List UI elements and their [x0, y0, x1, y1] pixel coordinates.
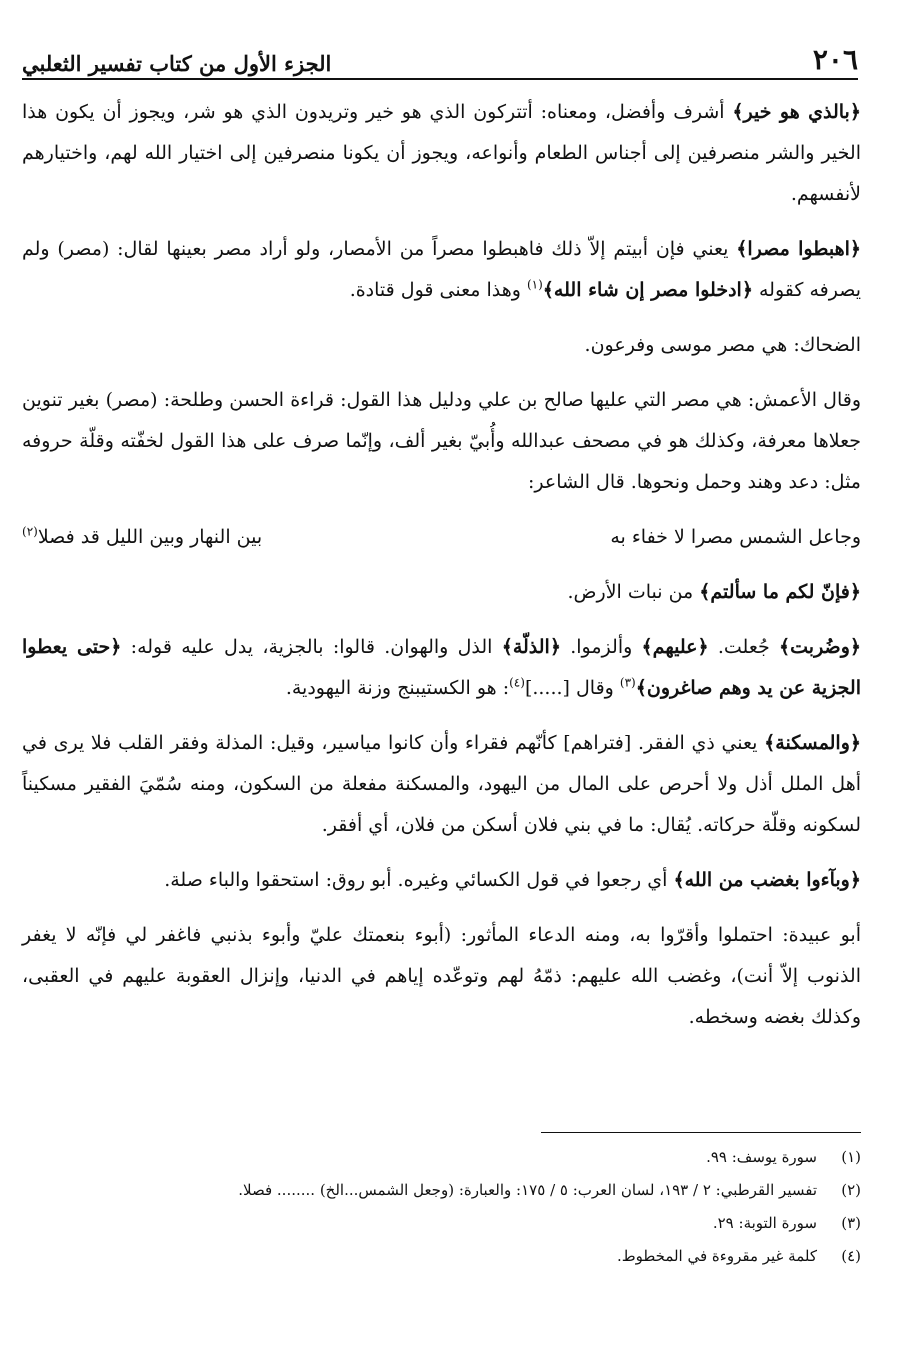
footnote-ref: (٣) [619, 675, 636, 690]
quran-quote: ﴿وبآءوا بغضب من الله﴾ [673, 869, 861, 891]
paragraph-6 [22, 627, 861, 709]
footnote-text: كلمة غير مقروءة في المخطوط. [616, 1247, 817, 1265]
paragraph-8 [22, 860, 861, 901]
footnote-text: سورة يوسف: ٩٩. [706, 1148, 817, 1166]
first-hemistich: وجاعل الشمس مصرا لا خفاء به [610, 526, 861, 548]
second-hemistich: بين النهار وبين الليل قد فصلا [37, 526, 263, 548]
paragraph-text: : هو الكستيبنج وزنة اليهودية. [285, 677, 510, 699]
quran-quote: ﴿الذلّة﴾ [501, 636, 561, 658]
quran-quote: ﴿حتى يعطوا الجزية عن يد وهم صاغرون﴾ [22, 636, 861, 699]
paragraph-4 [22, 380, 861, 503]
paragraph-3 [22, 325, 861, 366]
quran-quote: ﴿والمسكنة﴾ [764, 732, 861, 754]
paragraph-text: الضحاك: هي مصر موسى وفرعون. [584, 334, 861, 356]
footnote-text: تفسير القرطبي: ٢ / ١٩٣، لسان العرب: ٥ / ١٧٥: والعبارة: (وجعل الشمس...الخ) ........ فصلا. [238, 1181, 817, 1199]
quran-quote: ﴿ادخلوا مصر إن شاء الله﴾ [542, 279, 753, 301]
footnote-ref: (٤) [509, 675, 525, 690]
page-header [22, 30, 858, 80]
paragraph-9 [22, 915, 861, 1038]
paragraph-text: أي رجعوا في قول الكسائي وغيره. أبو روق: استحقوا والباء صلة. [164, 869, 674, 891]
paragraph-text: الذل والهوان. قالوا: بالجزية، يدل عليه قوله: [121, 636, 502, 658]
paragraph-text: وقال الأعمش: هي مصر التي عليها صالح بن علي ودليل هذا القول: قراءة الحسن وطلحة: (مصر) بغير تنوين جعلاها معرفة، وكذلك هو في مصحف عبدالله وأُبيّ بغير ألف، وإنّما صرف على هذا القول لخفّته وقلّة حروفه مثل: دعد وهند وحمل ونحوها. قال الشاعر: [22, 389, 861, 493]
quran-quote: ﴿عليهم﴾ [641, 636, 709, 658]
footnote-number: (٤) [841, 1247, 861, 1265]
footnote-item [22, 1176, 861, 1205]
footnote-number: (١) [841, 1148, 861, 1166]
running-title: الجزء الأول من كتاب تفسير الثعلبي [22, 51, 332, 76]
second-hemistich-wrap [22, 517, 262, 558]
quran-quote: ﴿بالذي هو خير﴾ [732, 101, 861, 123]
footnote-divider [541, 1132, 861, 1133]
poetry-verse [22, 517, 861, 558]
paragraph-text: أبو عبيدة: احتملوا وأقرّوا به، ومنه الدعاء المأثور: (أبوء بنعمتك عليّ وأبوء بذنبي فاغفر لي فإنّه لا يغفر الذنوب إلاّ أنت)، وغضب الله عليهم: ذمّهُ لهم وتوعّده إياهم في الدنيا، وإنزال العقوبة عليهم في العقبى، وكذلك بغضه وسخطه. [22, 924, 861, 1028]
page-number: ٢٠٦ [812, 43, 858, 76]
paragraph-2 [22, 229, 861, 311]
paragraph-text: يعني فإن أبيتم إلاّ ذلك فاهبطوا مصراً من الأمصار، ولو أراد مصر بعينها لقال: (مصر) ولم يصرفه كقوله [22, 238, 861, 301]
paragraph-text: جُعلت. [708, 636, 779, 658]
main-text [22, 92, 861, 1052]
quran-quote: ﴿فإنّ لكم ما سألتم﴾ [699, 581, 861, 603]
paragraph-text: وقال [.....] [524, 677, 620, 699]
paragraph-text: وهذا معنى قول قتادة. [349, 279, 527, 301]
footnote-item [22, 1209, 861, 1238]
footnote-ref: (٢) [22, 524, 38, 539]
paragraph-1 [22, 92, 861, 215]
quran-quote: ﴿اهبطوا مصرا﴾ [736, 238, 862, 260]
paragraph-7 [22, 723, 861, 846]
footnote-item [22, 1242, 861, 1271]
footnote-number: (٢) [841, 1181, 861, 1199]
footnote-item [22, 1143, 861, 1172]
paragraph-text: يعني ذي الفقر. [فتراهم] كأنّهم فقراء وأن كانوا مياسير، وقيل: المذلة وفقر القلب فلا يرى في أهل الملل أذل ولا أحرص على المال من اليهود، والمسكنة مفعلة من السكون، ومنه سُمّيَ الفقير مسكيناً لسكونه وقلّة حركاته. يُقال: ما في بني فلان أسكن من فلان، أي أفقر. [22, 732, 861, 836]
paragraph-text: من نبات الأرض. [567, 581, 700, 603]
footnote-number: (٣) [841, 1214, 861, 1232]
footnotes [22, 1143, 861, 1275]
quran-quote: ﴿وضُربت﴾ [779, 636, 862, 658]
paragraph-5 [22, 572, 861, 613]
paragraph-text: أشرف وأفضل، ومعناه: أتتركون الذي هو خير وتريدون الذي هو شر، ويجوز أن يكون هذا الخير والشر منصرفين إلى أجناس الطعام وأنواعه، ويجوز أن يكونا منصرفين إلى اختيار الله لهم، واختيارهم لأنفسهم. [22, 101, 861, 205]
footnote-ref: (١) [526, 277, 543, 292]
footnote-text: سورة التوبة: ٢٩. [712, 1214, 817, 1232]
paragraph-text: وألزموا. [560, 636, 642, 658]
